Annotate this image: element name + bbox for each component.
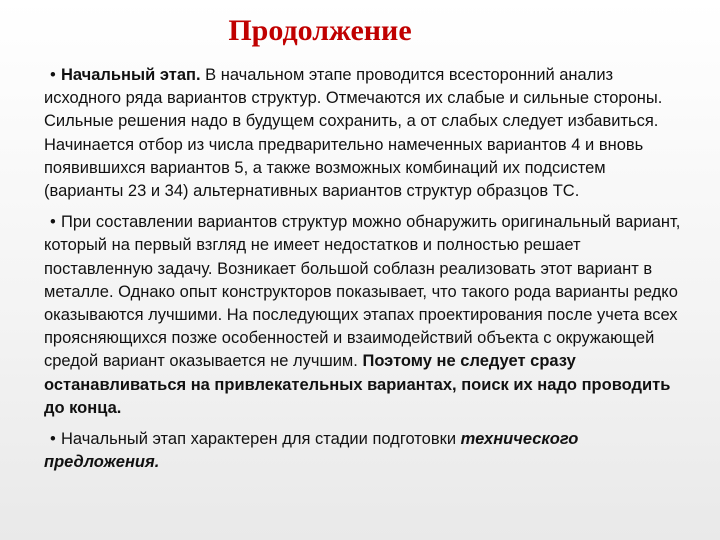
paragraph-emphasis: Поэтому не следует сразу останавливаться на привлекательных вариантах, поиск их надо проводить до конца. xyxy=(44,352,671,417)
slide-title: Продолжение xyxy=(228,14,412,47)
paragraph-text: Начальный этап характерен для стадии подготовки xyxy=(61,430,461,449)
bullet-icon: • xyxy=(50,430,56,449)
paragraph-technical-proposal xyxy=(44,428,684,474)
paragraph-emphasis: технического предложения. xyxy=(44,430,579,472)
paragraph-lead: Начальный этап. xyxy=(61,66,201,84)
bullet-icon: • xyxy=(50,66,56,84)
paragraph-text: В начальном этапе проводится всесторонний анализ исходного ряда вариантов структур. Отмечаются их слабые и сильные стороны. Сильные решения надо в будущем сохранить, а от слабых следует избавиться. Начинается отбор из числа предварительно намеченных вариантов 4 и вновь появившихся вариантов 5, а также возможных комбинаций их подсистем (варианты 23 и 34) альтернативных вариантов структур образцов ТС. xyxy=(44,66,663,201)
bullet-icon: • xyxy=(50,213,56,232)
paragraph-initial-stage xyxy=(44,64,684,203)
paragraph-text: При составлении вариантов структур можно обнаружить оригинальный вариант, который на первый взгляд не имеет недостатков и полностью решает поставленную задачу. Возникает большой соблазн реализовать этот вариант в металле. Однако опыт конструкторов показывает, что такого рода варианты редко оказываются лучшими. На последующих этапах проектирования после учета всех проясняющихся позже особенностей и взаимодействий объекта с окружающей средой вариант оказывается не лучшим. xyxy=(44,213,681,371)
paragraph-structure-variants xyxy=(44,211,684,420)
slide-body xyxy=(44,64,684,482)
